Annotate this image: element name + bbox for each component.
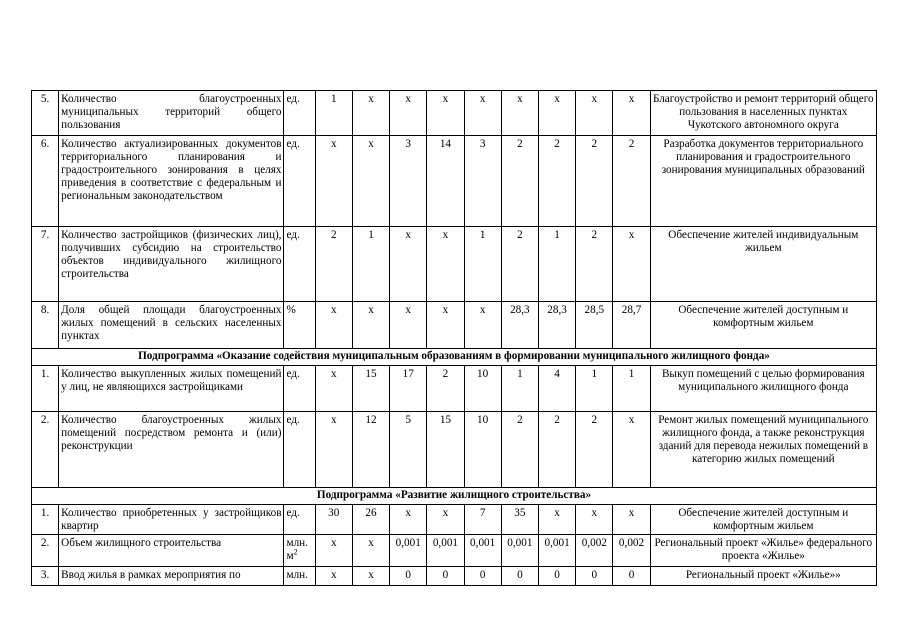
value-cell: 2 (315, 227, 352, 302)
value-cell: 15 (352, 366, 389, 412)
value-cell: 10 (464, 412, 501, 488)
value-cell: 26 (352, 505, 389, 535)
value-cell: х (352, 535, 389, 567)
table-row (32, 366, 877, 412)
value-cell: 35 (501, 505, 538, 535)
value-cell: 10 (464, 366, 501, 412)
value-cell: 3 (390, 136, 427, 227)
unit-cell (284, 535, 315, 567)
row-number: 2. (32, 412, 59, 488)
value-cell: 2 (576, 227, 613, 302)
value-cell: х (315, 302, 352, 349)
value-cell: 2 (538, 136, 575, 227)
value-cell: 15 (427, 412, 464, 488)
value-cell: 2 (538, 412, 575, 488)
value-cell: 2 (501, 227, 538, 302)
value-cell: 0 (538, 567, 575, 586)
result-cell: Ремонт жилых помещений муниципального жилищного фонда, а также реконструкция зданий для перевода нежилых помещений в категорию жилых помещений (650, 412, 876, 488)
indicator-name: Количество актуализированных документов территориального планирования и градостроительного зонирования в целях приведения в соответствие с федеральным и региональным законодательством (59, 136, 284, 227)
value-cell: х (315, 136, 352, 227)
value-cell: х (464, 91, 501, 136)
row-number: 1. (32, 366, 59, 412)
value-cell: 4 (538, 366, 575, 412)
value-cell: х (613, 91, 650, 136)
value-cell: 0 (427, 567, 464, 586)
unit-cell: ед. (284, 505, 315, 535)
unit-cell: ед. (284, 366, 315, 412)
indicator-name: Количество благоустроенных жилых помещений посредством ремонта и (или) реконструкции (59, 412, 284, 488)
value-cell: х (352, 136, 389, 227)
unit-cell: ед. (284, 412, 315, 488)
value-cell: 0,002 (576, 535, 613, 567)
table-row (32, 136, 877, 227)
indicator-name: Объем жилищного строительства (59, 535, 284, 567)
value-cell: 1 (352, 227, 389, 302)
value-cell: х (427, 227, 464, 302)
value-cell: х (613, 227, 650, 302)
value-cell: 14 (427, 136, 464, 227)
row-number: 3. (32, 567, 59, 586)
value-cell: 2 (576, 136, 613, 227)
value-cell: 2 (613, 136, 650, 227)
value-cell: х (613, 505, 650, 535)
value-cell: х (315, 535, 352, 567)
result-cell: Региональный проект «Жилье»» (650, 567, 876, 586)
value-cell: 0,001 (538, 535, 575, 567)
value-cell: х (427, 302, 464, 349)
row-number: 7. (32, 227, 59, 302)
value-cell: 30 (315, 505, 352, 535)
value-cell: х (538, 505, 575, 535)
value-cell: х (390, 302, 427, 349)
unit-cell: ед. (284, 136, 315, 227)
value-cell: х (390, 227, 427, 302)
table-row (32, 302, 877, 349)
value-cell: 2 (427, 366, 464, 412)
value-cell: 1 (464, 227, 501, 302)
table-row (32, 535, 877, 567)
subprogram-title: Подпрограмма «Развитие жилищного строительства» (32, 488, 877, 505)
table-row (32, 91, 877, 136)
table-row (32, 412, 877, 488)
value-cell: 0 (464, 567, 501, 586)
unit-cell: ед. (284, 91, 315, 136)
result-cell: Выкуп помещений с целью формирования муниципального жилищного фонда (650, 366, 876, 412)
indicator-name: Количество выкупленных жилых помещений у лиц, не являющихся застройщиками (59, 366, 284, 412)
value-cell: х (427, 505, 464, 535)
value-cell: х (427, 91, 464, 136)
value-cell: х (352, 302, 389, 349)
value-cell: 28,3 (501, 302, 538, 349)
subprogram-header-row (32, 349, 877, 366)
value-cell: х (352, 567, 389, 586)
value-cell: х (538, 91, 575, 136)
value-cell: х (315, 412, 352, 488)
row-number: 6. (32, 136, 59, 227)
value-cell: 3 (464, 136, 501, 227)
value-cell: 1 (315, 91, 352, 136)
result-cell: Региональный проект «Жилье» федерального проекта «Жилье» (650, 535, 876, 567)
table-row (32, 505, 877, 535)
value-cell: 0,001 (427, 535, 464, 567)
row-number: 5. (32, 91, 59, 136)
targets-table (31, 90, 877, 586)
result-cell: Обеспечение жителей индивидуальным жильем (650, 227, 876, 302)
unit-cell: млн. (284, 567, 315, 586)
indicator-name: Количество застройщиков (физических лиц), получивших субсидию на строительство объектов индивидуального жилищного строительства (59, 227, 284, 302)
value-cell: х (464, 302, 501, 349)
value-cell: 0 (501, 567, 538, 586)
result-cell: Благоустройство и ремонт территорий общего пользования в населенных пунктах Чукотского автономного округа (650, 91, 876, 136)
value-cell: 5 (390, 412, 427, 488)
value-cell: х (576, 91, 613, 136)
value-cell: 0,001 (501, 535, 538, 567)
indicator-name: Доля общей площади благоустроенных жилых помещений в сельских населенных пунктах (59, 302, 284, 349)
value-cell: 2 (501, 412, 538, 488)
value-cell: х (613, 412, 650, 488)
value-cell: 0,001 (464, 535, 501, 567)
value-cell: 0,002 (613, 535, 650, 567)
value-cell: х (315, 366, 352, 412)
value-cell: 1 (613, 366, 650, 412)
value-cell: 0 (576, 567, 613, 586)
value-cell: 2 (501, 136, 538, 227)
value-cell: х (352, 91, 389, 136)
subprogram-header-row (32, 488, 877, 505)
value-cell: 0 (613, 567, 650, 586)
unit-superscript: 2 (293, 547, 298, 557)
value-cell: х (390, 91, 427, 136)
unit-cell: ед. (284, 227, 315, 302)
value-cell: х (390, 505, 427, 535)
table-row (32, 567, 877, 586)
table-row (32, 227, 877, 302)
result-cell: Обеспечение жителей доступным и комфортным жильем (650, 302, 876, 349)
value-cell: х (315, 567, 352, 586)
unit-cell: % (284, 302, 315, 349)
value-cell: 2 (576, 412, 613, 488)
indicator-name: Ввод жилья в рамках мероприятия по (59, 567, 284, 586)
indicator-name: Количество благоустроенных муниципальных территорий общего пользования (59, 91, 284, 136)
value-cell: 1 (501, 366, 538, 412)
value-cell: 28,7 (613, 302, 650, 349)
indicator-name: Количество приобретенных у застройщиков квартир (59, 505, 284, 535)
row-number: 1. (32, 505, 59, 535)
unit-suffix: м (286, 550, 294, 562)
value-cell: 12 (352, 412, 389, 488)
value-cell: 28,5 (576, 302, 613, 349)
subprogram-title: Подпрограмма «Оказание содействия муниципальным образованиям в формировании муниципального жилищного фонда» (32, 349, 877, 366)
value-cell: 17 (390, 366, 427, 412)
value-cell: 0,001 (390, 535, 427, 567)
unit-text: млн. (286, 537, 308, 549)
result-cell: Разработка документов территориального планирования и градостроительного зонирования муниципальных образований (650, 136, 876, 227)
value-cell: 7 (464, 505, 501, 535)
result-cell: Обеспечение жителей доступным и комфортным жильем (650, 505, 876, 535)
value-cell: х (576, 505, 613, 535)
value-cell: 0 (390, 567, 427, 586)
value-cell: х (501, 91, 538, 136)
value-cell: 28,3 (538, 302, 575, 349)
row-number: 8. (32, 302, 59, 349)
row-number: 2. (32, 535, 59, 567)
value-cell: 1 (576, 366, 613, 412)
value-cell: 1 (538, 227, 575, 302)
